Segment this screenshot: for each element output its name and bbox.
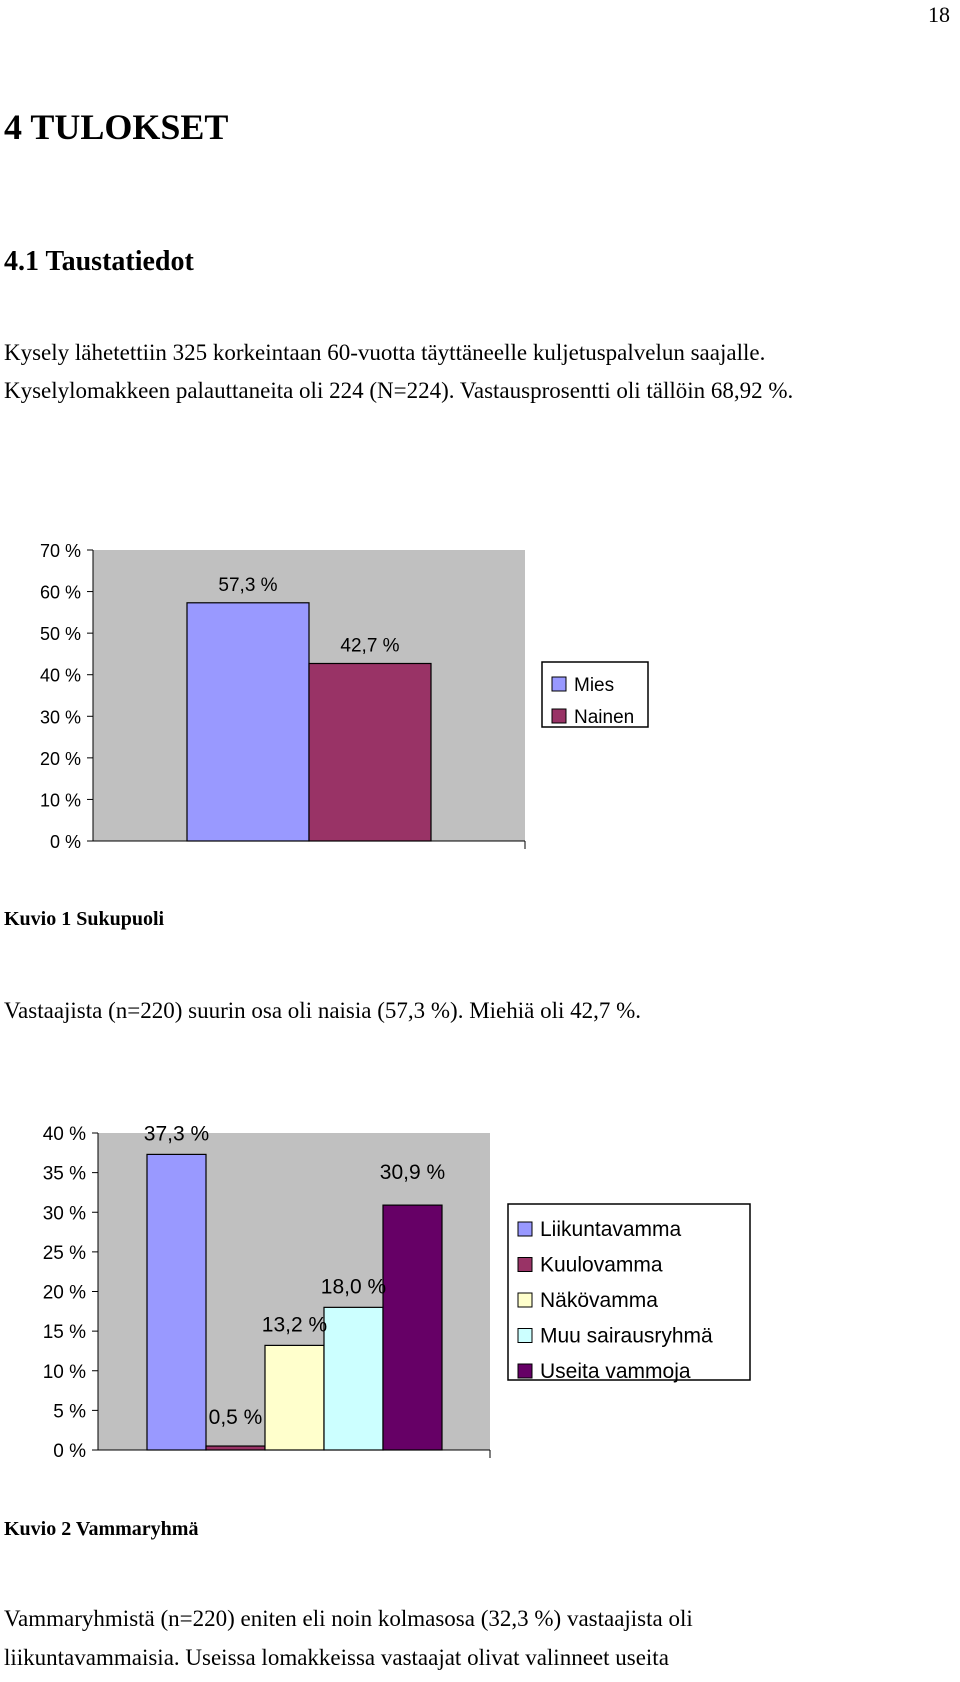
legend-swatch [518,1258,532,1272]
legend-swatch [518,1364,532,1378]
figure2-text-line-2: liikuntavammaisia. Useissa lomakkeissa vastaajat olivat valinneet useita [4,1645,669,1670]
y-tick-label: 5 % [53,1401,86,1423]
y-tick-label: 50 % [39,624,81,645]
y-tick-label: 30 % [42,1203,86,1225]
section-heading: 4.1 Taustatiedot [4,246,194,277]
legend-swatch [518,1329,532,1343]
y-tick-label: 20 % [42,1282,86,1304]
bar-näkövamma [265,1345,324,1450]
figure1-legend [542,662,648,728]
y-tick-label: 30 % [39,707,81,728]
legend-swatch [552,677,566,691]
figure2-text-line-1: Vammaryhmistä (n=220) eniten eli noin kolmasosa (32,3 %) vastaajista oli [4,1606,693,1631]
y-tick-label: 40 % [42,1124,86,1145]
data-label: 42,7 % [340,635,400,657]
chapter-heading: 4 TULOKSET [4,107,229,147]
y-tick-label: 20 % [39,748,81,769]
y-tick-label: 25 % [42,1242,86,1264]
legend-swatch [518,1293,532,1307]
intro-line-2: Kyselylomakkeen palauttaneita oli 224 (N=224). Vastausprosentti oli tällöin 68,92 %. [4,378,794,403]
legend-label: Liikuntavamma [540,1218,682,1241]
y-tick-label: 15 % [42,1322,86,1344]
figure1-caption: Kuvio 1 Sukupuoli [4,908,165,930]
figure2-caption: Kuvio 2 Vammaryhmä [4,1518,199,1540]
y-tick-label: 40 % [39,665,81,686]
data-label: 30,9 % [379,1161,446,1185]
legend-label: Mies [574,675,615,696]
y-tick-label: 0 % [49,832,81,852]
legend-label: Kuulovamma [540,1253,663,1277]
bar-mies [187,603,309,841]
data-label: 18,0 % [320,1275,387,1299]
y-tick-label: 35 % [42,1163,86,1185]
y-tick-label: 70 % [39,541,81,561]
data-label: 57,3 % [218,574,278,596]
bar-liikuntavamma [147,1154,206,1450]
intro-line-1: Kysely lähetettiin 325 korkeintaan 60-vuotta täyttäneelle kuljetuspalvelun saajalle. [4,340,766,365]
figure1-text: Vastaajista (n=220) suurin osa oli naisia (57,3 %). Miehiä oli 42,7 %. [4,998,642,1023]
y-tick-label: 10 % [42,1361,86,1383]
legend-label: Nainen [574,707,635,728]
figure2-chart [0,1112,780,1472]
data-label: 0,5 % [208,1406,263,1430]
legend-swatch [552,709,566,723]
y-tick-label: 0 % [53,1441,86,1462]
legend-label: Näkövamma [540,1289,658,1312]
legend-label: Muu sairausryhmä [540,1324,713,1348]
data-label: 37,3 % [143,1122,210,1146]
y-tick-label: 10 % [39,790,81,811]
data-label: 13,2 % [261,1313,328,1337]
y-tick-label: 60 % [39,582,81,603]
legend-swatch [518,1222,532,1236]
bar-nainen [309,663,431,841]
bar-useita-vammoja [383,1205,442,1450]
figure1-chart [0,530,700,860]
legend-label: Useita vammoja [540,1360,691,1383]
page-number: 18 [928,2,950,27]
figure2-legend [508,1204,750,1383]
bar-kuulovamma [206,1446,265,1450]
bar-muu-sairausryhmä [324,1307,383,1450]
